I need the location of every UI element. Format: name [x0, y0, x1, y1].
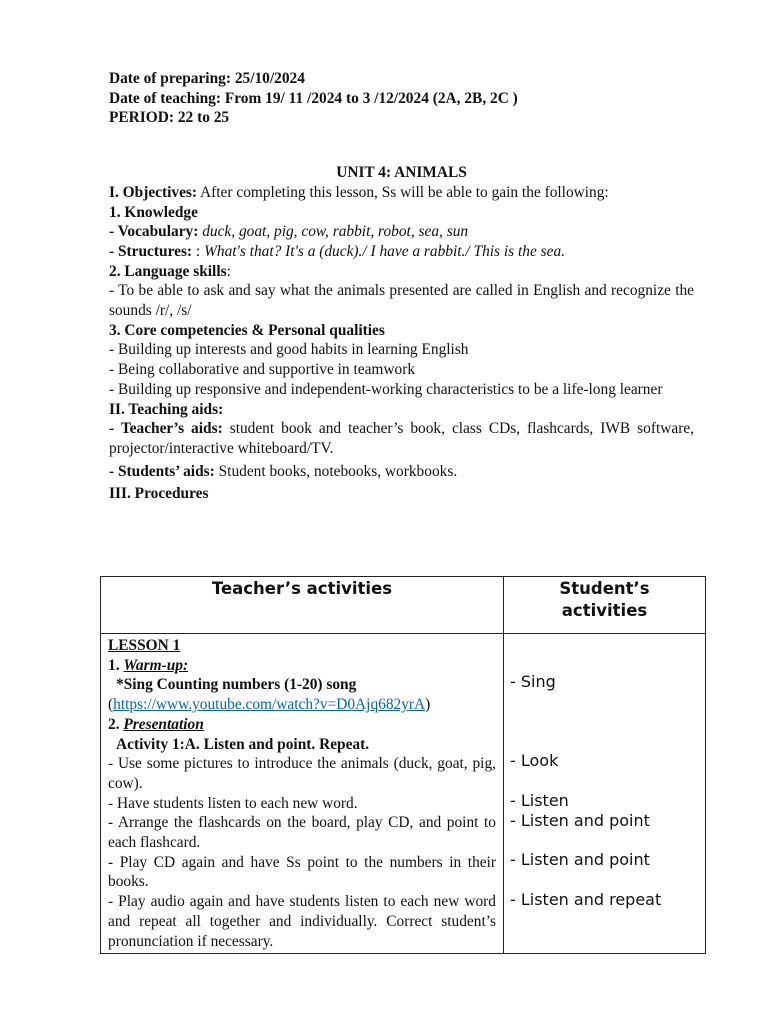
student-activity-item: - Sing — [510, 672, 556, 691]
unit-title: UNIT 4: ANIMALS — [336, 164, 467, 182]
student-activity-item: - Listen and repeat — [510, 890, 662, 909]
procedures-heading: III. Procedures — [109, 485, 209, 503]
teacher-step: - Use some pictures to introduce the animals (duck, goat, pig, cow). — [108, 755, 496, 792]
vocabulary-label: - Vocabulary: — [109, 223, 199, 241]
student-activity-item: - Listen — [510, 791, 569, 810]
presentation-number: 2. — [108, 715, 124, 733]
skills-colon: : — [226, 262, 231, 280]
aids-heading: II. Teaching aids: — [109, 400, 224, 418]
teacher-aids — [109, 419, 694, 458]
core-item: - Building up responsive and independent-working characteristics to be a life-long learner — [109, 380, 663, 398]
students-aids-label: - Students’ aids: — [109, 462, 215, 480]
song-link-line — [108, 695, 496, 715]
skills-text: - To be able to ask and say what the animals presented are called in English and recognize the sounds /r/, /s/ — [109, 282, 694, 320]
core-item: - Building up interests and good habits in learning English — [109, 341, 469, 359]
teacher-activities-header-label: Teacher’s activities — [211, 579, 393, 598]
warmup-label: Warm-up: — [123, 656, 189, 674]
vocabulary-line — [109, 222, 694, 242]
link-open-paren: ( — [108, 696, 114, 714]
students-aids — [109, 462, 694, 482]
warmup-number: 1. — [108, 656, 124, 674]
student-activities-header-line1: Student’s — [559, 579, 650, 598]
lesson-plan-page — [109, 69, 694, 504]
students-aids-text: Student books, notebooks, workbooks. — [214, 462, 458, 480]
table-header-row — [101, 577, 706, 634]
student-activity-item: - Listen and point — [510, 811, 650, 830]
skills-heading-line — [109, 262, 694, 282]
skills-heading: 2. Language skills — [109, 262, 227, 280]
core-heading: 3. Core competencies & Personal qualities — [109, 321, 385, 339]
presentation-label: Presentation — [123, 715, 204, 733]
teacher-step: - Play audio again and have students listen to each new word and repeat all together and individually. Correct student’s pronunciation if necessary. — [108, 893, 496, 950]
student-activities-header — [504, 577, 706, 634]
structures-label: - Structures: — [109, 242, 193, 260]
teacher-step: - Arrange the flashcards on the board, play CD, and point to each flashcard. — [108, 814, 496, 852]
date-preparing: Date of preparing: 25/10/2024 — [109, 70, 305, 87]
date-teaching: Date of teaching: From 19/ 11 /2024 to 3 /12/2024 (2A, 2B, 2C ) — [109, 89, 518, 107]
table-row — [101, 634, 706, 954]
teacher-aids-label: - Teacher’s aids: — [109, 420, 223, 438]
knowledge-heading: 1. Knowledge — [109, 203, 198, 221]
teacher-activities-cell — [101, 634, 504, 954]
period: PERIOD: 22 to 25 — [109, 109, 230, 127]
teacher-activities-header — [101, 577, 504, 634]
youtube-link[interactable]: https://www.youtube.com/watch?v=D0Ajq682yrA — [113, 696, 426, 714]
structures-line — [109, 242, 694, 262]
student-activity-item: - Look — [510, 751, 559, 770]
presentation-line — [108, 715, 496, 735]
objectives-intro — [109, 183, 694, 203]
student-activities-header-line2: activities — [561, 601, 648, 620]
student-activities-cell — [504, 634, 706, 954]
core-item: - Being collaborative and supportive in teamwork — [109, 361, 416, 379]
objectives-heading: I. Objectives: — [109, 183, 198, 201]
objectives-intro-text: After completing this lesson, Ss will be able to gain the following: — [197, 183, 609, 201]
lesson-title: LESSON 1 — [108, 637, 181, 654]
structures-text: What's that? It's a (duck)./ I have a rabbit./ This is the sea. — [204, 242, 566, 260]
song-line: *Sing Counting numbers (1-20) song — [116, 676, 357, 694]
vocabulary-text: duck, goat, pig, cow, rabbit, robot, sea, sun — [198, 223, 469, 241]
link-close-paren: ) — [425, 696, 431, 714]
procedures-table — [100, 576, 706, 954]
teacher-aids-text: student book and teacher’s book, class CDs, flashcards, IWB software, projector/interactive whiteboard/TV. — [109, 420, 694, 457]
activity-1-title: Activity 1:A. Listen and point. Repeat. — [116, 735, 370, 753]
warmup-line — [108, 656, 496, 676]
teacher-step: - Have students listen to each new word. — [108, 794, 358, 812]
student-activity-item: - Listen and point — [510, 850, 650, 869]
structures-colon: : — [192, 242, 205, 260]
teacher-step: - Play CD again and have Ss point to the numbers in their books. — [108, 853, 496, 891]
